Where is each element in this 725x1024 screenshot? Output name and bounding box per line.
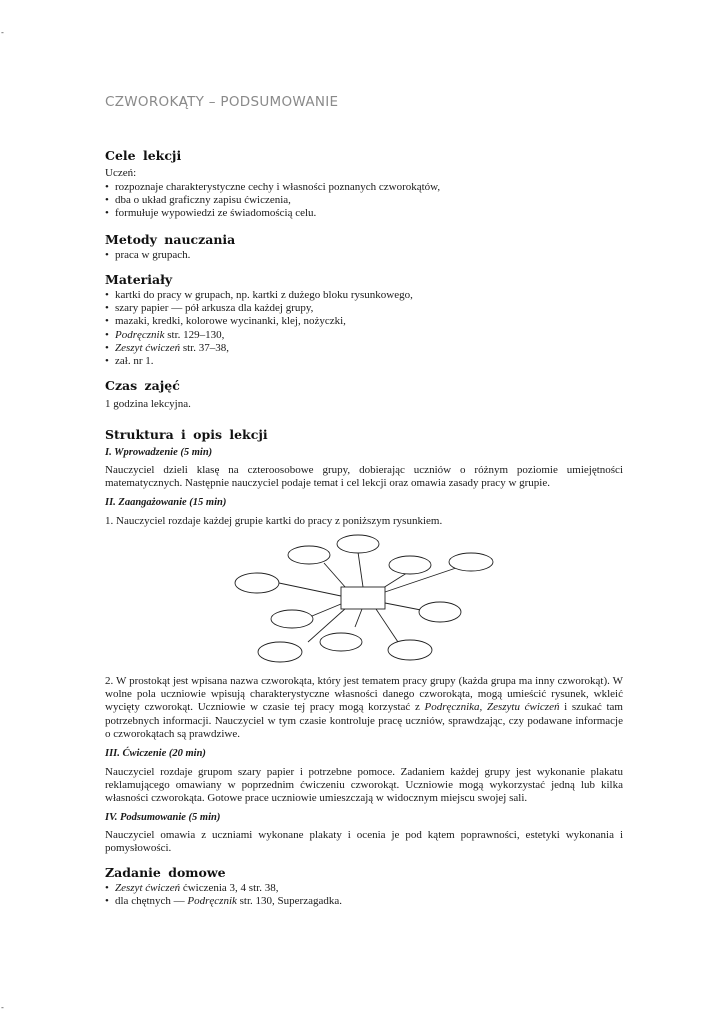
cele-intro: Uczeń:	[105, 167, 137, 179]
ellipse-field	[389, 556, 431, 574]
list-item: • rozpoznaje charakterystyczne cechy i własności poznanych czworokątów,	[105, 181, 623, 194]
ellipse-field	[320, 633, 362, 651]
materialy-list	[105, 289, 623, 368]
document-title: CZWOROKĄTY – PODSUMOWANIE	[105, 94, 339, 110]
list-item: • dla chętnych — Podręcznik str. 130, Superzagadka.	[105, 895, 623, 908]
heading-materialy: Materiały	[105, 272, 173, 287]
heading-czas: Czas zajęć	[105, 378, 180, 393]
corner-mark-top: -	[1, 28, 4, 37]
czas-text: 1 godzina lekcyjna.	[105, 398, 191, 410]
spoke-line	[312, 604, 341, 616]
metody-list	[105, 249, 623, 262]
spoke-line	[279, 583, 341, 596]
ellipse-field	[337, 535, 379, 553]
ellipse-field	[235, 573, 279, 593]
italic-title: Zeszyt ćwiczeń	[115, 341, 181, 354]
mind-map-diagram	[228, 530, 498, 666]
section-zaangazowanie-title: II. Zaangażowanie (15 min)	[105, 497, 227, 508]
section-zaangazowanie-text1: 1. Nauczyciel rozdaje każdej grupie kartki do pracy z poniższym rysunkiem.	[105, 515, 443, 527]
heading-cele: Cele lekcji	[105, 148, 182, 163]
spoke-line	[358, 552, 363, 587]
section-wprowadzenie-title: I. Wprowadzenie (5 min)	[105, 447, 213, 458]
list-item: • kartki do pracy w grupach, np. kartki z dużego bloku rysunkowego,	[105, 289, 623, 302]
heading-struktura: Struktura i opis lekcji	[105, 427, 268, 442]
list-item: • Zeszyt ćwiczeń ćwiczenia 3, 4 str. 38,	[105, 882, 623, 895]
ellipse-field	[288, 546, 330, 564]
list-item: • szary papier — pół arkusza dla każdej grupy,	[105, 302, 623, 315]
ellipse-field	[419, 602, 461, 622]
list-item: • Podręcznik str. 129–130,	[105, 329, 623, 342]
ellipse-field	[258, 642, 302, 662]
list-item: • praca w grupach.	[105, 249, 623, 262]
section-wprowadzenie-text: Nauczyciel dzieli klasę na czteroosobowe grupy, dobierając uczniów o różnym poziomie umiejętności matematycznych. Następnie nauczyciel podaje temat i cel lekcji oraz omawia zasady pracy w grupie.	[105, 464, 623, 490]
list-item: • dba o układ graficzny zapisu ćwiczenia,	[105, 194, 623, 207]
list-item: • mazaki, kredki, kolorowe wycinanki, klej, nożyczki,	[105, 315, 623, 328]
list-item: • Zeszyt ćwiczeń str. 37–38,	[105, 342, 623, 355]
central-rectangle	[341, 587, 385, 609]
section-podsumowanie-title: IV. Podsumowanie (5 min)	[105, 812, 221, 823]
cele-list	[105, 181, 623, 221]
ellipse-field	[388, 640, 432, 660]
section-cwiczenie-text: Nauczyciel rozdaje grupom szary papier i potrzebne pomoce. Zadaniem każdej grupy jest wykonanie plakatu reklamującego omawiany w poprzednim ćwiczeniu czworokąt. Uczniowie mogą wykorzystać jedną lub kilka własności czworokąta. Gotowe prace uczniowie umieszczają w widocznym miejscu swojej sali.	[105, 766, 623, 805]
heading-metody: Metody nauczania	[105, 232, 236, 247]
corner-mark-bottom: -	[1, 1003, 4, 1012]
section-zaangazowanie-text2: 2. W prostokąt jest wpisana nazwa czworokąta, który jest tematem pracy grupy (każda grupa ma inny czworokąt). W wolne pola uczniowie wpisują charakterystyczne własności danego czworokąta, mogą umieścić rysunek, wkleić wycięty czworokąt. Uczniowie w czasie tej pracy mogą korzystać z Podręcznika, Zeszytu ćwiczeń i szukać tam potrzebnych informacji. Nauczyciel w tym czasie kontroluje pracę uczniów, sprawdzając, czy podawane informacje o czworokątach są prawdziwe.	[105, 675, 623, 740]
spoke-line	[324, 563, 346, 588]
ellipse-field	[271, 610, 313, 628]
section-cwiczenie-title: III. Ćwiczenie (20 min)	[105, 748, 206, 759]
section-podsumowanie-text: Nauczyciel omawia z uczniami wykonane plakaty i ocenia je pod kątem poprawności, estetyki wykonania i pomysłowości.	[105, 829, 623, 855]
list-item: • formułuje wypowiedzi ze świadomością celu.	[105, 207, 623, 220]
list-item: • zał. nr 1.	[105, 355, 623, 368]
ellipse-field	[449, 553, 493, 571]
spoke-line	[376, 609, 398, 642]
heading-zadanie: Zadanie domowe	[105, 865, 226, 880]
zadanie-list	[105, 882, 623, 908]
italic-title: Podręcznik	[115, 328, 165, 341]
spoke-line	[355, 609, 362, 627]
